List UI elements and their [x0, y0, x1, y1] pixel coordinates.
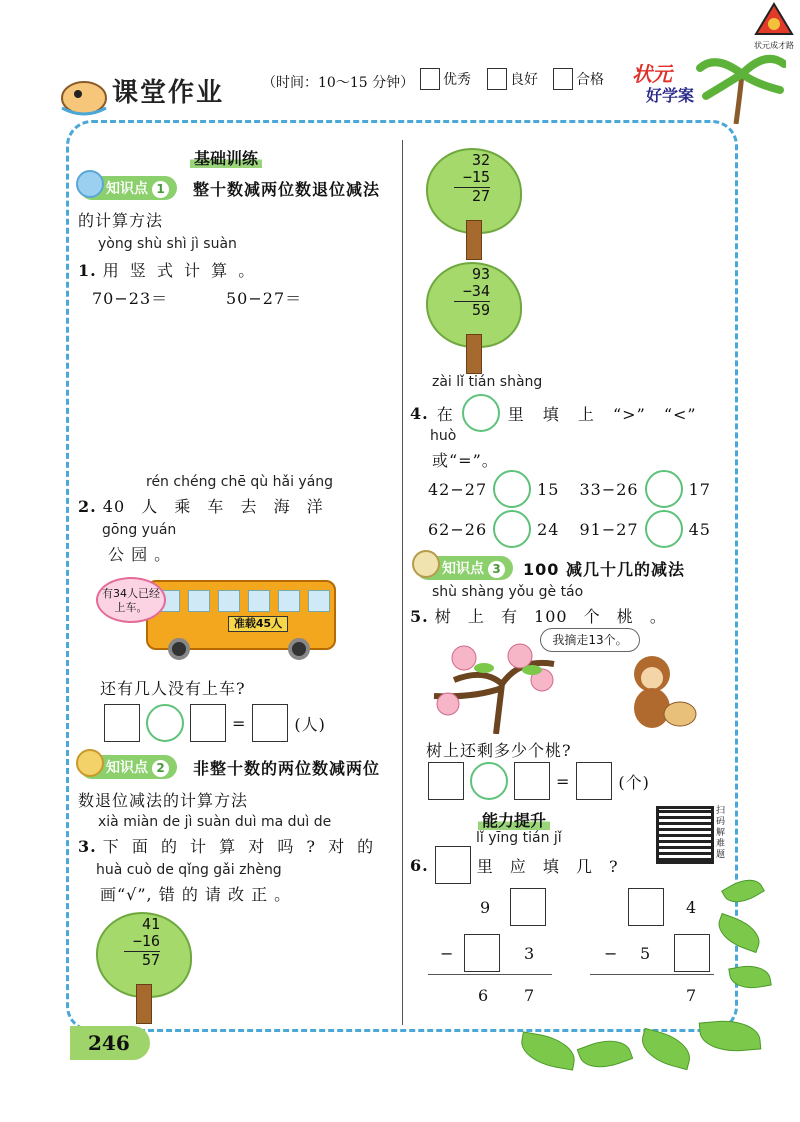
unit-label: (人) — [294, 714, 326, 734]
header-time: （时间：10～15 分钟） — [262, 75, 415, 91]
corner-logo-text: 状元成才路 — [754, 41, 794, 50]
pinyin: zài lǐ tián shàng — [432, 374, 543, 390]
compare-circle[interactable] — [493, 510, 531, 548]
compare-circle[interactable] — [645, 510, 683, 548]
digit: 3 — [524, 944, 536, 963]
compare-circle[interactable] — [645, 470, 683, 508]
leaf-icon — [577, 1032, 634, 1075]
qr-label: 扫码解难题 — [716, 806, 726, 860]
pinyin: lǐ yīng tián jǐ — [476, 830, 562, 846]
kp-title-cont: 的计算方法 — [78, 211, 164, 230]
question-number: 5. — [410, 607, 429, 626]
qr-code-icon[interactable] — [656, 806, 714, 864]
question-text: 树 上 有 100 个 桃 。 — [434, 607, 667, 626]
digit: 9 — [480, 898, 492, 917]
answer-equation: = (个) — [428, 762, 650, 800]
section-title-advanced: 能力提升 — [478, 808, 550, 831]
answer-box[interactable] — [576, 762, 612, 800]
rating-label: 合格 — [576, 72, 604, 88]
rating-checkbox[interactable] — [420, 68, 440, 90]
compare-row: 42−27 15 33−26 17 — [428, 470, 711, 508]
box-icon — [435, 846, 471, 884]
knowledge-point-2 — [80, 755, 380, 779]
digit: 7 — [524, 986, 536, 1005]
kp-title: 非整十数的两位数减两位 — [193, 758, 381, 778]
cat-icon — [412, 550, 440, 578]
brand-line1: 状元 — [632, 62, 672, 86]
rating-excellent[interactable] — [420, 68, 471, 90]
sum-line — [428, 974, 552, 975]
kp-badge: 知识点 3 — [416, 556, 513, 580]
palm-tree-icon — [696, 44, 786, 124]
speech-bubble: 有34人已经上车。 — [96, 577, 166, 623]
minus-sign: − — [604, 944, 619, 963]
page-number: 246 — [70, 1026, 150, 1060]
circle-icon — [462, 394, 500, 432]
mouse-icon — [76, 749, 104, 777]
question-text: 画“√”, 错 的 请 改 正 。 — [100, 885, 292, 904]
kp-title: 整十数减两位数退位减法 — [193, 179, 381, 199]
answer-box[interactable] — [674, 934, 710, 972]
pinyin: xià miàn de jì suàn duì ma duì de — [98, 814, 332, 830]
rating-good[interactable] — [487, 68, 538, 90]
corner-logo — [752, 2, 796, 50]
question-number: 3. — [78, 837, 97, 856]
question-number: 1. — [78, 261, 97, 280]
answer-box[interactable] — [510, 888, 546, 926]
question-number: 6. — [410, 855, 429, 875]
question-number: 4. — [410, 403, 429, 423]
tree-calculation-1 — [96, 912, 192, 1024]
bus-illustration — [146, 580, 336, 650]
answer-box[interactable] — [104, 704, 140, 742]
question-text: 用 竖 式 计 算 。 — [102, 261, 258, 280]
expression: 50−27＝ — [226, 289, 303, 308]
rating-label: 优秀 — [443, 72, 471, 88]
expression: 70−23＝ — [92, 289, 169, 308]
compare-circle[interactable] — [493, 470, 531, 508]
digit: 7 — [686, 986, 698, 1005]
kp-title: 100 减几十几的减法 — [523, 559, 685, 579]
kp-badge: 知识点 2 — [80, 755, 177, 779]
kp-badge: 知识点 1 — [80, 176, 177, 200]
knowledge-point-1 — [80, 176, 380, 200]
question-text: 树上还剩多少个桃? — [426, 741, 572, 760]
question-text: 40 人 乘 车 去 海 洋 — [102, 497, 324, 516]
section-title-basic: 基础训练 — [190, 146, 262, 169]
answer-box[interactable] — [252, 704, 288, 742]
mascot-icon — [56, 68, 112, 118]
question-text: 下 面 的 计 算 对 吗 ? 对 的 — [102, 837, 375, 856]
answer-box[interactable] — [628, 888, 664, 926]
rating-checkbox[interactable] — [487, 68, 507, 90]
unit-label: (个) — [618, 772, 650, 792]
digit: 6 — [478, 986, 490, 1005]
tree-calculation-2 — [426, 148, 522, 260]
monkey-illustration — [612, 652, 702, 732]
rating-checkbox[interactable] — [553, 68, 573, 90]
vertical-calculation: 32 −15 27 — [454, 152, 490, 205]
pinyin: shù shàng yǒu gè táo — [432, 584, 584, 600]
kp-title-cont: 数退位减法的计算方法 — [78, 791, 249, 810]
answer-box[interactable] — [464, 934, 500, 972]
vertical-calculation: 41 −16 57 — [124, 916, 160, 969]
sum-line — [590, 974, 714, 975]
answer-box[interactable] — [514, 762, 550, 800]
pinyin: rén chéng chē qù hǎi yáng — [146, 474, 334, 490]
vertical-calculation: 93 −34 59 — [454, 266, 490, 319]
rating-label: 良好 — [510, 72, 538, 88]
operator-circle[interactable] — [146, 704, 184, 742]
rating-pass[interactable] — [553, 68, 604, 90]
pinyin: huò — [430, 428, 457, 444]
question-text: 里 应 填 几 ? — [476, 856, 619, 876]
pinyin: huà cuò de qǐng gǎi zhèng — [96, 862, 282, 878]
speech-bubble: 我摘走13个。 — [540, 628, 640, 652]
question-text: 公 园 。 — [108, 545, 172, 564]
brand-line2: 好学案 — [646, 86, 695, 105]
koala-icon — [76, 170, 104, 198]
pinyin: yòng shù shì jì suàn — [98, 236, 237, 252]
question-text: 在 — [436, 404, 454, 424]
leaf-icon — [637, 1028, 695, 1070]
question-text: 里 填 上 “>” “<” — [507, 404, 697, 424]
pinyin: gōng yuán — [102, 522, 177, 538]
leaf-icon — [699, 1017, 762, 1054]
column-divider — [402, 140, 403, 1025]
knowledge-point-3 — [416, 556, 685, 580]
bus-sign: 准载45人 — [228, 616, 288, 632]
answer-box[interactable] — [428, 762, 464, 800]
leaf-icon — [518, 1031, 578, 1070]
question-text: 还有几人没有上车? — [100, 679, 246, 698]
digit: 5 — [640, 944, 652, 963]
answer-box[interactable] — [190, 704, 226, 742]
brand-logo — [632, 58, 694, 106]
minus-sign: − — [440, 944, 455, 963]
compare-row: 62−26 24 91−27 45 — [428, 510, 711, 548]
header-title: 课堂作业 — [112, 78, 225, 108]
operator-circle[interactable] — [470, 762, 508, 800]
tree-calculation-3 — [426, 262, 522, 374]
answer-equation: = (人) — [104, 704, 326, 742]
digit: 4 — [686, 898, 698, 917]
question-number: 2. — [78, 497, 97, 516]
question-text: 或“=”。 — [432, 451, 499, 470]
